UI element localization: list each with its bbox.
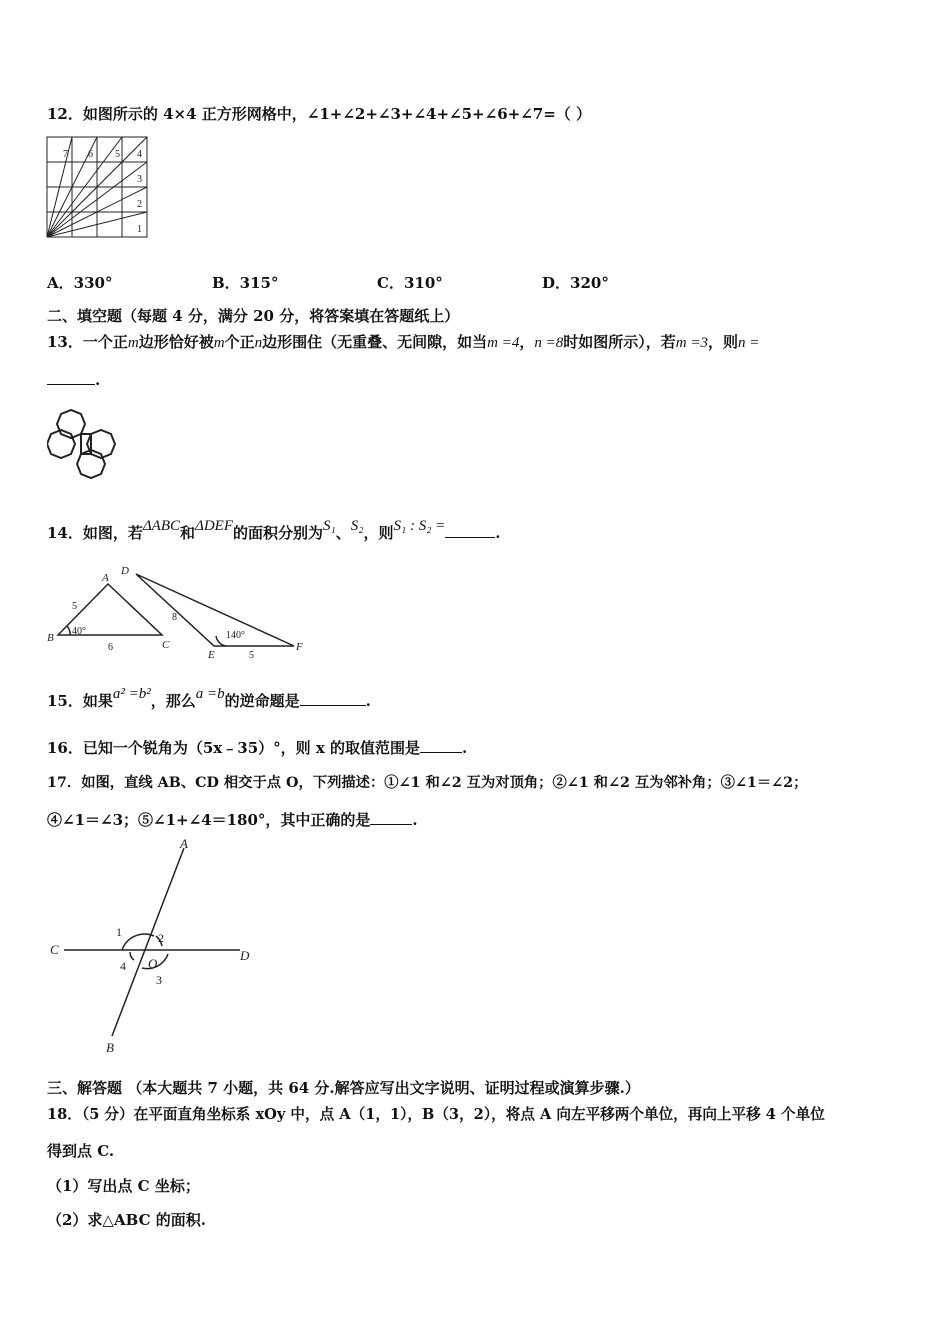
q16-text [47,737,467,758]
q14-triangles-figure [44,562,314,662]
angle-b-arc [67,626,70,635]
label-angle-3: 3 [156,973,162,987]
line-ab [112,848,184,1036]
side-ab: 5 [72,601,77,612]
q15-cond: a² =b² [112,686,151,702]
section3-title: 三、解答题 （本大题共 7 小题，共 64 分.解答应写出文字说明、证明过程或演算步骤.） [47,1079,640,1097]
q14-end: . [495,524,501,542]
q13-text [47,331,759,352]
label-a: A [180,836,188,851]
q17-end: . [412,811,418,829]
q14-t2: ΔDEF [195,518,233,534]
grid-label-4: 4 [137,149,142,160]
q13-answer-blank[interactable] [47,370,95,385]
q17-line2 [47,809,418,830]
label-c: C [162,639,170,651]
label-o: O [148,956,158,971]
q18-line1: 18．（5 分）在平面直角坐标系 xOy 中，点 A（1，1），B（3，2），将点 A 向左平移两个单位，再向上平移 4 个单位 [47,1106,825,1123]
q15-answer-blank[interactable] [300,691,366,706]
label-e: E [208,649,215,661]
q13-p6: 时如图所示），若 [563,333,676,351]
q14-ratio: S₁ : S₂ = [393,518,446,534]
q12-option-a[interactable]: A．330° [47,274,113,292]
q13-eq4: n = [737,335,760,351]
q13-p2: 边形恰好被 [138,333,214,351]
q18-line2: 得到点 C. [47,1142,115,1160]
q13-p4: 边形围住（无重叠、无间隙，如当 [262,333,488,351]
angle-b: 40° [72,626,86,637]
q13-m1: m [127,335,139,351]
q15-end: . [365,692,371,710]
q16-answer-blank[interactable] [420,738,462,753]
q12-grid-figure [45,135,155,240]
label-angle-2: 2 [158,931,164,945]
side-ef: 5 [249,650,254,661]
angle-1-arc [122,934,154,950]
q13-p7: ，则 [707,333,738,351]
grid-label-2: 2 [137,199,142,210]
q18-sub2: （2）求△ABC 的面积. [47,1211,206,1229]
label-f: F [296,641,303,653]
q13-p5: ， [519,333,535,351]
q14-t1: ΔABC [142,518,181,534]
label-a: A [102,572,109,584]
q13-end: . [95,371,101,389]
q13-eq2: n =8 [534,335,564,351]
grid-label-5: 5 [115,149,120,160]
q13-n1: n [254,335,263,351]
q13-eq3: m =3 [675,335,708,351]
q14-p3: 的面积分别为 [233,524,324,542]
q13-p3: 个正 [224,333,255,351]
q15-text [47,686,371,711]
q13-m2: m [213,335,225,351]
q17-lines-figure [44,836,264,1056]
label-d: D [121,565,129,577]
q14-answer-blank[interactable] [445,523,495,538]
q15-concl: a =b [195,686,225,702]
q14-p2: 和 [180,524,196,542]
label-c: C [50,942,59,957]
q17-line2-text: ④∠1＝∠3；⑤∠1+∠4＝180°，其中正确的是 [47,811,371,829]
q18-sub1: （1）写出点 C 坐标； [47,1177,200,1195]
q12-option-d[interactable]: D．320° [542,274,609,292]
label-b: B [106,1040,114,1055]
q13-octagon-figure [47,398,137,488]
label-d: D [240,948,250,963]
angle-e-arc [216,636,226,646]
angle-4-arc [130,952,134,960]
grid-label-6: 6 [88,149,93,160]
q13-p1: 13．一个正 [47,333,128,351]
q15-p3: 的逆命题是 [224,692,300,710]
q12-option-c[interactable]: C．310° [377,274,443,292]
side-bc: 6 [108,642,113,653]
q14-text [47,518,501,543]
q13-answer-line [47,370,100,389]
q13-eq1: m =4 [487,335,520,351]
grid-label-3: 3 [137,174,142,185]
q17-line1: 17．如图，直线 AB、CD 相交于点 O，下列描述：①∠1 和∠2 互为对顶角；②∠1 和∠2 互为邻补角；③∠1＝∠2； [47,775,808,791]
q12-text: 12．如图所示的 4×4 正方形网格中，∠1+∠2+∠3+∠4+∠5+∠6+∠7=（ ） [47,105,592,123]
q14-s2: S₂ [350,518,364,534]
side-de: 8 [172,612,177,623]
q14-s1: S₁ [323,518,336,534]
q14-p1: 14．如图，若 [47,524,143,542]
q12-option-b[interactable]: B．315° [212,274,279,292]
label-angle-1: 1 [116,925,122,939]
q16-end: . [462,739,468,757]
label-b: B [47,632,54,644]
section2-title: 二、填空题（每题 4 分，满分 20 分，将答案填在答题纸上） [47,307,460,325]
q15-p2: ，那么 [150,692,196,710]
grid-label-1: 1 [137,224,142,235]
q14-p4: 、 [335,524,351,542]
label-angle-4: 4 [120,959,126,973]
q17-answer-blank[interactable] [370,810,412,825]
q14-p5: ，则 [363,524,394,542]
q16-body: 16．已知一个锐角为（5x﹣35）°，则 x 的取值范围是 [47,739,421,757]
q15-p1: 15．如果 [47,692,113,710]
angle-e: 140° [226,630,245,641]
grid-label-7: 7 [63,149,68,160]
